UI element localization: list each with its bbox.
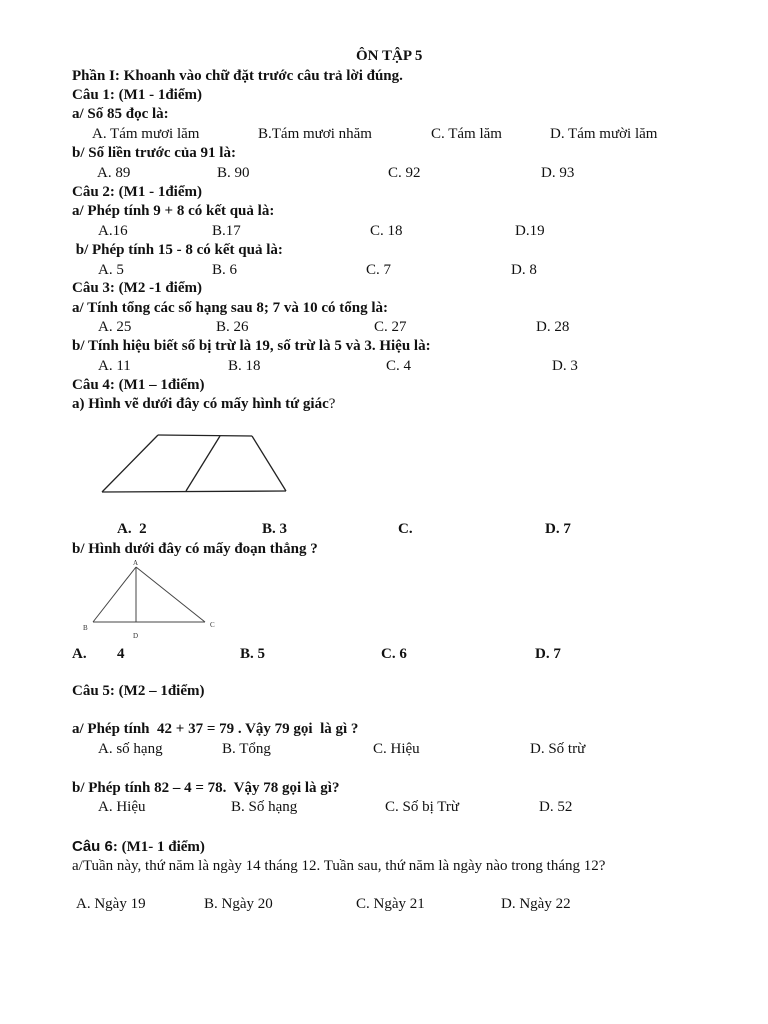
vertex-label-d: D <box>133 632 139 640</box>
q3a-option-c[interactable]: C. 27 <box>374 319 407 335</box>
figure-bottom-edge <box>102 491 286 492</box>
q2a-option-c[interactable]: C. 18 <box>370 223 403 239</box>
q1-header: Câu 1: (M1 - 1điểm) <box>72 87 202 103</box>
q4b-option-b[interactable]: B. 5 <box>240 646 266 662</box>
q5b-option-a[interactable]: A. Hiệu <box>98 799 146 815</box>
q1a-option-c[interactable]: C. Tám lăm <box>431 126 502 142</box>
q6-header <box>72 837 205 857</box>
triangle-side-ac <box>136 567 205 622</box>
q4a-prompt-tail: ? <box>328 396 336 412</box>
q4a-prompt <box>72 395 335 414</box>
q1b-option-d[interactable]: D. 93 <box>541 165 575 181</box>
q2-header: Câu 2: (M1 - 1điểm) <box>72 184 202 200</box>
q5-header: Câu 5: (M2 – 1điểm) <box>72 683 205 699</box>
q2a-prompt: a/ Phép tính 9 + 8 có kết quả là: <box>72 203 275 219</box>
q5a-option-a[interactable]: A. số hạng <box>98 741 163 757</box>
q3b-prompt: b/ Tính hiệu biết số bị trừ là 19, số trừ là 5 và 3. Hiệu là: <box>72 338 431 354</box>
figure-divider <box>186 436 220 491</box>
figure-right-edge <box>252 436 286 491</box>
figure-left-edge <box>102 435 158 492</box>
q6a-option-d[interactable]: D. Ngày 22 <box>501 896 571 912</box>
q1a-option-a[interactable]: A. Tám mươi lăm <box>92 126 200 142</box>
q2b-option-d[interactable]: D. 8 <box>511 262 537 278</box>
q4b-option-a-value[interactable]: 4 <box>117 646 125 662</box>
q4a-option-c[interactable]: C. <box>398 521 413 537</box>
vertex-label-a: A <box>133 559 139 567</box>
q2a-option-d[interactable]: D.19 <box>515 223 545 239</box>
q2a-option-b[interactable]: B.17 <box>212 223 241 239</box>
page-title: ÔN TẬP 5 <box>356 48 423 64</box>
q3b-option-d[interactable]: D. 3 <box>552 358 578 374</box>
q1a-option-d[interactable]: D. Tám mười lăm <box>550 126 658 142</box>
q5a-prompt: a/ Phép tính 42 + 37 = 79 . Vậy 79 gọi là gì ? <box>72 721 359 737</box>
q5b-prompt: b/ Phép tính 82 – 4 = 78. Vậy 78 gọi là gì? <box>72 780 340 796</box>
q4a-prompt-text: a) Hình vẽ dưới đây có mấy hình tứ giác <box>72 396 329 412</box>
q2b-option-a[interactable]: A. 5 <box>98 262 124 278</box>
q4b-option-d[interactable]: D. 7 <box>535 646 561 662</box>
q1a-prompt: a/ Số 85 đọc là: <box>72 106 169 122</box>
q6a-option-a[interactable]: A. Ngày 19 <box>76 896 146 912</box>
q5a-option-d[interactable]: D. Số trừ <box>530 741 586 757</box>
q5b-option-b[interactable]: B. Số hạng <box>231 799 298 815</box>
q4a-option-d[interactable]: D. 7 <box>545 521 571 537</box>
q3b-option-a[interactable]: A. 11 <box>98 358 131 374</box>
q1a-option-b[interactable]: B.Tám mươi nhăm <box>258 126 372 142</box>
q1b-option-c[interactable]: C. 92 <box>388 165 421 181</box>
q6-header-word: Câu 6 <box>72 838 113 855</box>
q1b-prompt: b/ Số liền trước của 91 là: <box>72 145 236 161</box>
q3a-option-d[interactable]: D. 28 <box>536 319 570 335</box>
vertex-label-c: C <box>210 621 215 629</box>
triangle-side-ab <box>93 567 136 622</box>
q1b-option-a[interactable]: A. 89 <box>97 165 131 181</box>
vertex-label-b: B <box>83 624 88 632</box>
part-heading: Phần I: Khoanh vào chữ đặt trước câu trả lời đúng. <box>72 68 403 84</box>
q6-header-rest: : (M1- 1 điểm) <box>112 839 205 855</box>
q4a-option-a[interactable]: A. 2 <box>117 521 147 537</box>
q4b-option-c[interactable]: C. 6 <box>381 646 407 662</box>
q4-header: Câu 4: (M1 – 1điểm) <box>72 377 205 393</box>
q3-header: Câu 3: (M2 -1 điểm) <box>72 280 202 296</box>
q4a-option-b[interactable]: B. 3 <box>262 521 288 537</box>
q5b-option-c[interactable]: C. Số bị Trừ <box>385 799 460 815</box>
q3a-option-b[interactable]: B. 26 <box>216 319 249 335</box>
q3b-option-b[interactable]: B. 18 <box>228 358 261 374</box>
q2b-prompt: b/ Phép tính 15 - 8 có kết quả là: <box>72 242 283 258</box>
q4b-option-a-letter[interactable]: A. <box>72 646 87 662</box>
q6a-prompt: a/Tuần này, thứ năm là ngày 14 tháng 12. Tuần sau, thứ năm là ngày nào trong tháng 12? <box>72 858 606 874</box>
q1b-option-b[interactable]: B. 90 <box>217 165 250 181</box>
q3a-prompt: a/ Tính tổng các số hạng sau 8; 7 và 10 có tổng là: <box>72 300 389 316</box>
q5b-option-d[interactable]: D. 52 <box>539 799 573 815</box>
q5a-option-b[interactable]: B. Tổng <box>222 741 271 757</box>
q2b-option-b[interactable]: B. 6 <box>212 262 238 278</box>
q6a-option-c[interactable]: C. Ngày 21 <box>356 896 425 912</box>
q6a-option-b[interactable]: B. Ngày 20 <box>204 896 273 912</box>
q5a-option-c[interactable]: C. Hiệu <box>373 741 420 757</box>
q2a-option-a[interactable]: A.16 <box>98 223 128 239</box>
q4b-prompt: b/ Hình dưới đây có mấy đoạn thẳng ? <box>72 541 318 557</box>
q3a-option-a[interactable]: A. 25 <box>98 319 132 335</box>
figure-top-edge <box>158 435 252 436</box>
q3b-option-c[interactable]: C. 4 <box>386 358 412 374</box>
q2b-option-c[interactable]: C. 7 <box>366 262 392 278</box>
